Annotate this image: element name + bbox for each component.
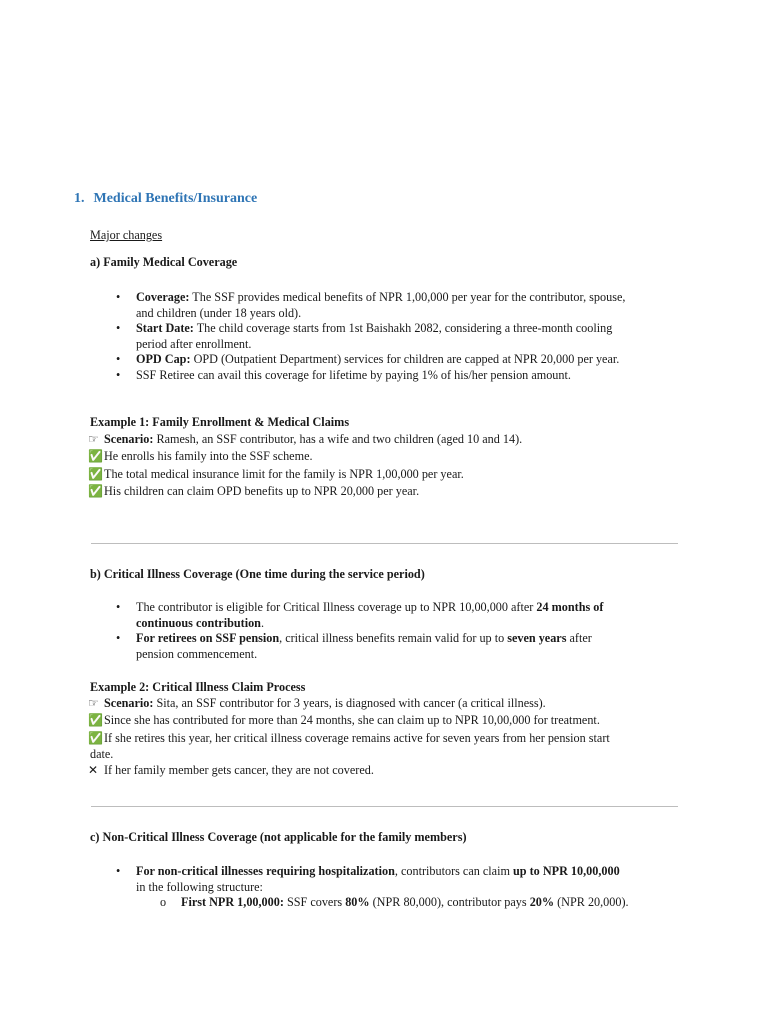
major-changes-label: Major changes — [90, 228, 163, 242]
section-b-bullets — [116, 600, 696, 662]
divider — [91, 806, 678, 807]
hand-pointer-icon: ☞ — [88, 432, 99, 446]
section-a-title: a) Family Medical Coverage — [90, 255, 238, 269]
section-heading — [74, 191, 257, 207]
example-1-check: ✅His children can claim OPD benefits up to NPR 20,000 per year. — [88, 484, 420, 498]
cross-icon: ✕ — [88, 763, 99, 777]
example-2-check: ✅If she retires this year, her critical illness coverage remains active for seven years from her pension start — [88, 731, 610, 745]
list-item: • Start Date: The child coverage starts from 1st Baishakh 2082, considering a three-month cooling period after enrollment. — [116, 321, 613, 351]
check-icon: ✅ — [88, 713, 103, 727]
example-2-scenario: ☞ Scenario: Sita, an SSF contributor for 3 years, is diagnosed with cancer (a critical illness). — [88, 696, 546, 710]
list-item: • SSF Retiree can avail this coverage for lifetime by paying 1% of his/her pension amount. — [116, 367, 571, 382]
check-icon: ✅ — [88, 449, 103, 463]
section-c-title: c) Non-Critical Illness Coverage (not applicable for the family members) — [90, 830, 467, 844]
divider — [91, 543, 678, 544]
list-item: • For non-critical illnesses requiring hospitalization, contributors can claim up to NPR 10,00,000 in the following structure: — [116, 864, 620, 894]
check-icon: ✅ — [88, 731, 103, 745]
heading-title: Medical Benefits/Insurance — [93, 191, 258, 206]
section-a-bullets — [116, 290, 696, 383]
example-2-check-continued: date. — [90, 747, 114, 761]
hand-pointer-icon: ☞ — [88, 696, 99, 710]
example-2-title: Example 2: Critical Illness Claim Process — [90, 680, 306, 694]
example-1-check: ✅The total medical insurance limit for the family is NPR 1,00,000 per year. — [88, 467, 464, 481]
example-1-title: Example 1: Family Enrollment & Medical Claims — [90, 415, 350, 429]
example-1-check: ✅He enrolls his family into the SSF scheme. — [88, 449, 313, 463]
example-2-check: ✅Since she has contributed for more than 24 months, she can claim up to NPR 10,00,000 for treatment. — [88, 713, 600, 727]
list-item: • The contributor is eligible for Critical Illness coverage up to NPR 10,00,000 after 24 months of continuous contribution. — [116, 600, 604, 630]
section-c-bullets — [116, 864, 696, 895]
list-item: o First NPR 1,00,000: SSF covers 80% (NPR 80,000), contributor pays 20% (NPR 20,000). — [160, 895, 629, 909]
check-icon: ✅ — [88, 484, 103, 498]
list-item: • OPD Cap: OPD (Outpatient Department) services for children are capped at NPR 20,000 per year. — [116, 352, 620, 366]
example-1-scenario: ☞ Scenario: Ramesh, an SSF contributor, has a wife and two children (aged 10 and 14). — [88, 432, 523, 446]
heading-number: 1. — [74, 191, 85, 206]
section-b-title: b) Critical Illness Coverage (One time during the service period) — [90, 567, 425, 581]
check-icon: ✅ — [88, 467, 103, 481]
section-c-sub-bullets — [160, 895, 700, 911]
example-2-cross: ✕ If her family member gets cancer, they are not covered. — [88, 763, 374, 777]
list-item: • Coverage: The SSF provides medical benefits of NPR 1,00,000 per year for the contributor, spouse, and children (under 18 years old). — [116, 290, 626, 320]
list-item: • For retirees on SSF pension, critical illness benefits remain valid for up to seven years after pension commencement. — [116, 631, 592, 661]
